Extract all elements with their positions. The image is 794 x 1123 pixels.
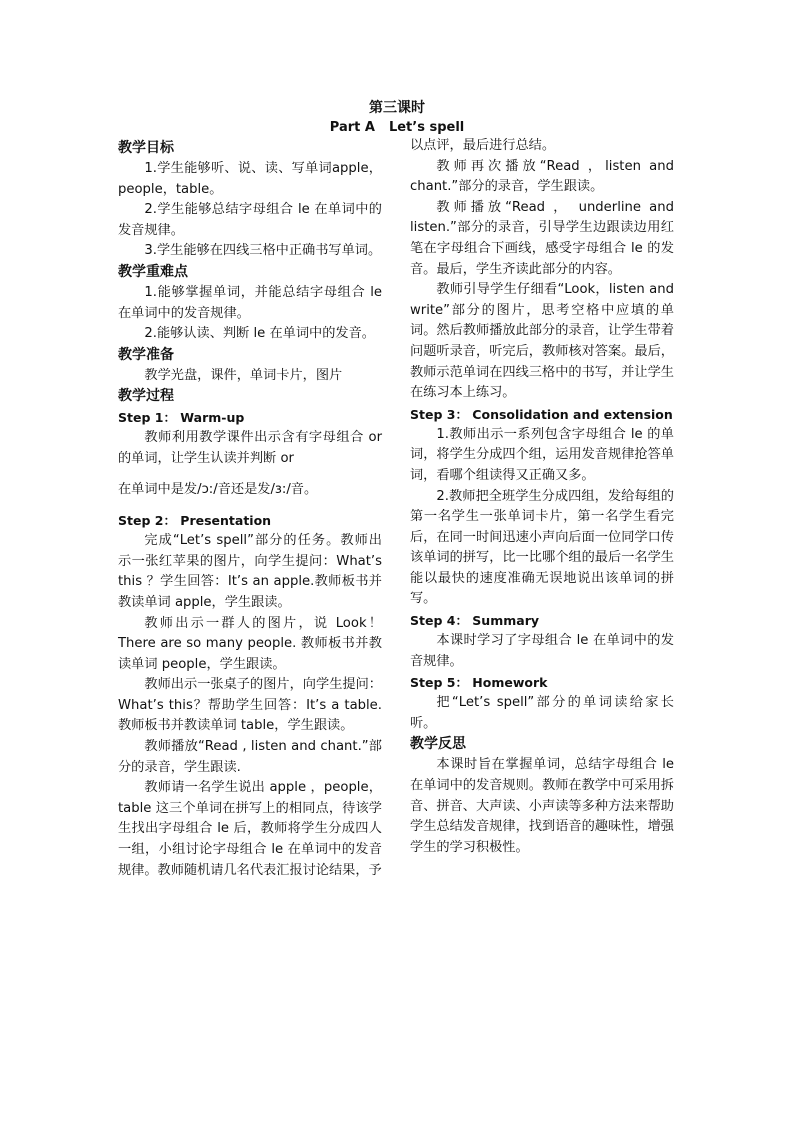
heading-reflection: 教学反思 <box>410 736 466 753</box>
paragraph: 教师引导学生仔细看“Look，listen and write”部分的图片，思考空格中应填的单词。然后教师播放此部分的录音，让学生带着问题听录音，听完后，教师核对答案。最后，教师示范单词在四线三格中的书写，并让学生在练习本上练习。 <box>410 282 674 401</box>
right-column <box>410 136 674 858</box>
paragraph: 教师出示一张桌子的图片，向学生提问：What’s this？帮助学生回答：It’s a table.教师板书并教读单词 table，学生跟读。 <box>118 677 382 734</box>
paragraph: 把“Let’s spell”部分的单词读给家长听。 <box>410 695 674 731</box>
heading-preparation: 教学准备 <box>118 346 174 363</box>
paragraph: 教师再次播放“Read ，listen and chant.”部分的录音，学生跟读。 <box>410 158 674 195</box>
step-1-title: Step 1： Warm-up <box>118 410 245 426</box>
left-column <box>118 138 382 881</box>
goal-item: 3.学生能够在四线三格中正确书写单词。 <box>144 243 382 259</box>
paragraph: 在单词中是发/ɔ:/音还是发/ɜ:/音。 <box>118 481 318 497</box>
subtitle-name: Let’s spell <box>388 120 465 135</box>
paragraph: 以点评，最后进行总结。 <box>410 138 556 153</box>
step-3-title: Step 3： Consolidation and extension <box>410 406 673 422</box>
paragraph: 本课时旨在掌握单词，总结字母组合 le 在单词中的发音规则。教师在教学中可采用拆音、拼音、大声读、小声读等多种方法来帮助学生总结发音规律，找到语音的趣味性，增强学生的学习积极性。 <box>410 757 674 855</box>
page-subtitle <box>0 119 794 137</box>
step-2-title: Step 2： Presentation <box>118 513 272 529</box>
paragraph: 教师利用教学课件出示含有字母组合 or 的单词，让学生认读并判断 or <box>118 430 382 466</box>
paragraph: 教师播放“Read ， underline and listen.”部分的录音，引导学生边跟读边用红笔在字母组合下画线，感受字母组合 le 的发音。最后，学生齐读此部分的内容。 <box>410 199 674 277</box>
paragraph: 教师请一名学生说出 apple ，people，table 这三个单词在拼写上的相同点，待该学生找出字母组合 le 后，教师将学生分成四人一组，小组讨论字母组合 le 在单词中的发音规律。教师随机请几名代表汇报讨论结果，予 <box>118 780 382 878</box>
heading-goals: 教学目标 <box>118 140 174 156</box>
heading-keypoints: 教学重难点 <box>118 263 188 280</box>
keypoint-item: 1.能够掌握单词，并能总结字母组合 le 在单词中的发音规律。 <box>118 284 382 321</box>
paragraph: 教师出示一群人的图片，说 Look！There are so many people. 教师板书并教读单词 people，学生跟读。 <box>118 615 382 672</box>
goal-item: 2.学生能够总结字母组合 le 在单词中的发音规律。 <box>118 202 382 238</box>
subtitle-part: Part A <box>329 120 375 135</box>
step-5-title: Step 5： Homework <box>410 675 548 691</box>
paragraph: 1.教师出示一系列包含字母组合 le 的单词，将学生分成四个组，运用发音规律抢答单词，看哪个组读得又正确又多。 <box>410 426 674 483</box>
heading-process: 教学过程 <box>118 388 174 405</box>
preparation-text: 教学光盘，课件，单词卡片，图片 <box>144 367 343 383</box>
paragraph: 本课时学习了字母组合 le 在单词中的发音规律。 <box>410 633 674 669</box>
page-title: 第三课时 <box>369 100 425 116</box>
step-4-title: Step 4： Summary <box>410 613 540 629</box>
paragraph: 完成“Let’s spell”部分的任务。教师出示一张红苹果的图片，向学生提问：What’s this ？学生回答：It’s an apple.教师板书并教读单词 apple，学生跟读。 <box>118 533 382 610</box>
paragraph: 教师播放“Read , listen and chant.”部分的录音，学生跟读. <box>118 739 382 775</box>
keypoint-item: 2.能够认读、判断 le 在单词中的发音。 <box>144 326 375 342</box>
goal-item: 1.学生能够听、说、读、写单词apple，people，table。 <box>118 161 382 197</box>
paragraph: 2.教师把全班学生分成四组，发给每组的第一名学生一张单词卡片，第一名学生看完后，在同一时间迅速小声向后面一位同学口传该单词的拼写，比一比哪个组的最后一名学生能以最快的速度准确无误地说出该单词的拼写。 <box>410 488 674 607</box>
